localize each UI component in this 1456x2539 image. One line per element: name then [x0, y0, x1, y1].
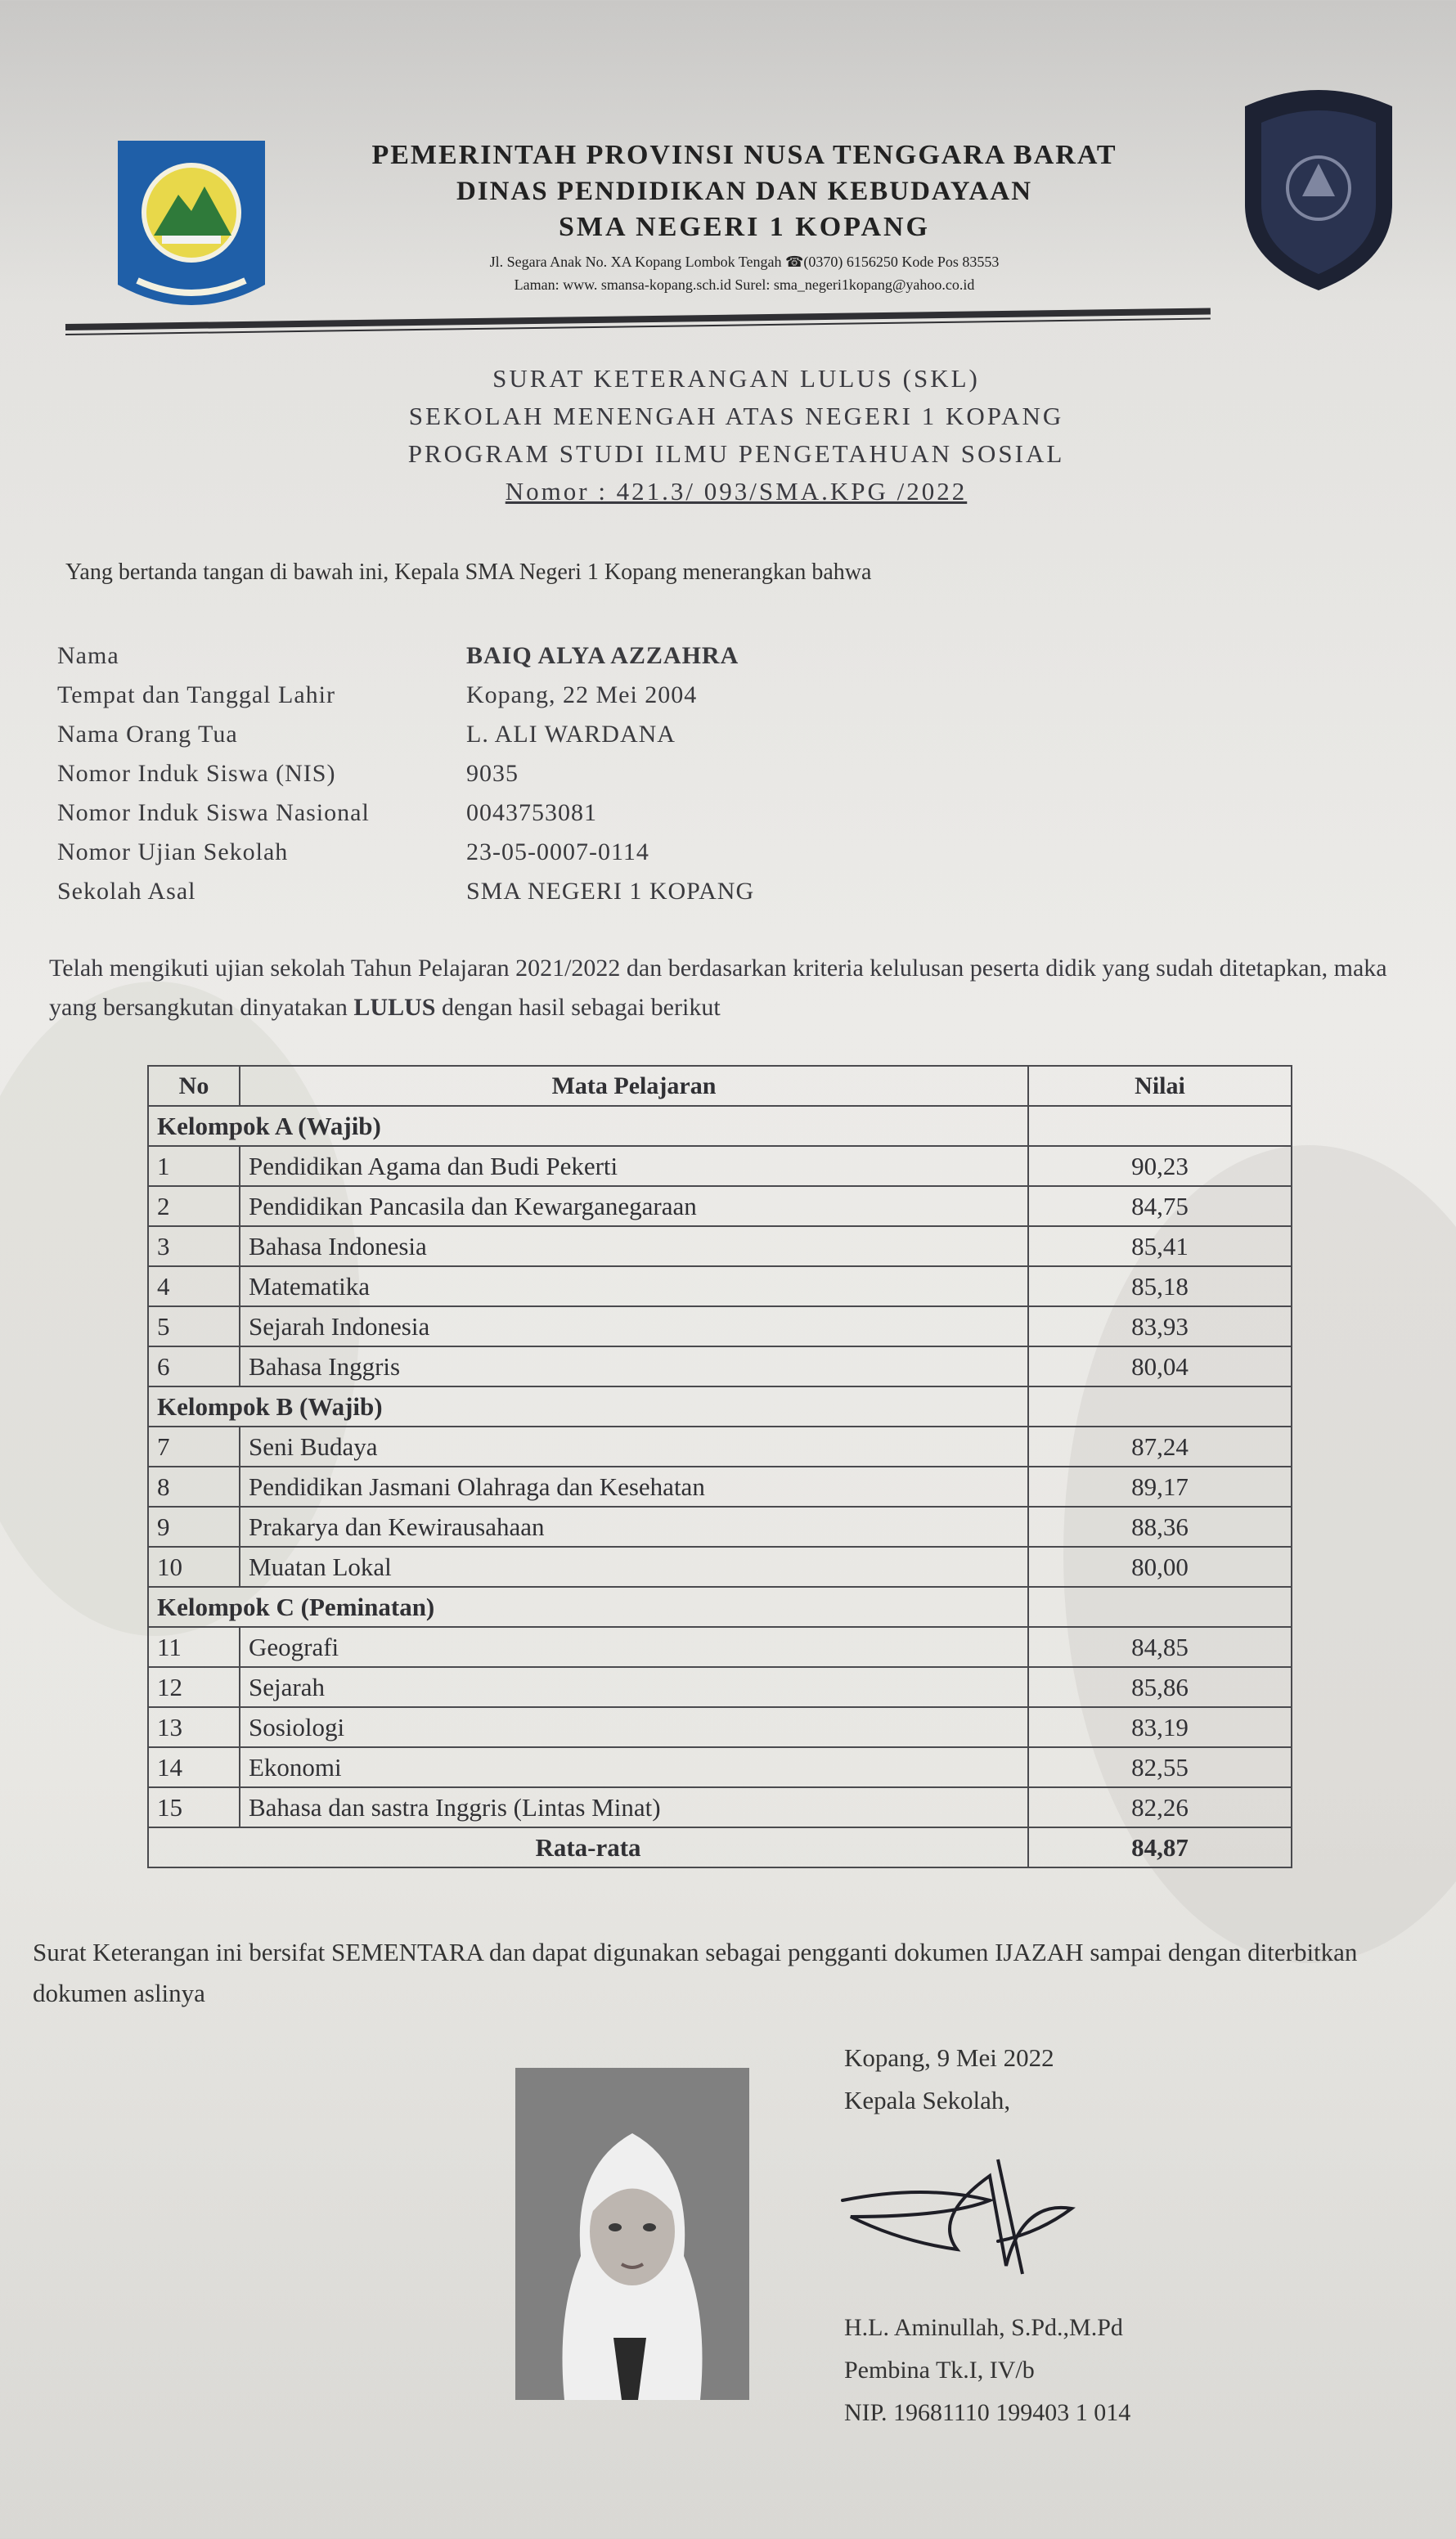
row-subject: Pendidikan Pancasila dan Kewarganegaraan [240, 1186, 1028, 1226]
row-no: 15 [148, 1787, 240, 1827]
letterhead [294, 137, 1194, 296]
row-no: 9 [148, 1507, 240, 1547]
empty-cell [1028, 1386, 1292, 1427]
table-row [148, 1667, 1292, 1707]
intro-text: Yang bertanda tangan di bawah ini, Kepala SMA Negeri 1 Kopang menerangkan bahwa [65, 559, 872, 585]
letterhead-school: SMA NEGERI 1 KOPANG [558, 212, 930, 242]
grades-table [147, 1065, 1292, 1868]
average-row [148, 1827, 1292, 1867]
table-row [148, 1547, 1292, 1587]
letterhead-address: Jl. Segara Anak No. XA Kopang Lombok Tengah ☎(0370) 6156250 Kode Pos 83553 [489, 254, 1000, 270]
table-row [148, 1306, 1292, 1346]
identity-block [57, 636, 1039, 911]
identity-label: Nomor Induk Siswa (NIS) [57, 760, 336, 787]
row-no: 5 [148, 1306, 240, 1346]
row-score: 85,18 [1028, 1266, 1292, 1306]
table-row [148, 1146, 1292, 1186]
table-header-row [148, 1066, 1292, 1106]
row-subject: Bahasa Indonesia [240, 1226, 1028, 1266]
row-score: 82,55 [1028, 1747, 1292, 1787]
signature-position: Kepala Sekolah, [844, 2086, 1011, 2114]
signature-place-date: Kopang, 9 Mei 2022 [844, 2043, 1054, 2072]
group-row-a [148, 1106, 1292, 1146]
group-label: Kelompok C (Peminatan) [148, 1587, 1028, 1627]
row-score: 90,23 [1028, 1146, 1292, 1186]
table-row [148, 1266, 1292, 1306]
official-nip: NIP. 19681110 199403 1 014 [844, 2399, 1131, 2426]
table-row [148, 1467, 1292, 1507]
identity-value: Kopang, 22 Mei 2004 [466, 681, 698, 708]
group-row-b [148, 1386, 1292, 1427]
table-row [148, 1707, 1292, 1747]
row-score: 82,26 [1028, 1787, 1292, 1827]
row-no: 7 [148, 1427, 240, 1467]
table-row [148, 1226, 1292, 1266]
group-label: Kelompok A (Wajib) [148, 1106, 1028, 1146]
row-subject: Matematika [240, 1266, 1028, 1306]
letterhead-web: Laman: www. smansa-kopang.sch.id Surel: sma_negeri1kopang@yahoo.co.id [514, 276, 975, 293]
table-row [148, 1627, 1292, 1667]
group-label: Kelompok B (Wajib) [148, 1386, 1028, 1427]
group-row-c [148, 1587, 1292, 1627]
header-subject: Mata Pelajaran [240, 1066, 1028, 1106]
empty-cell [1028, 1106, 1292, 1146]
identity-label: Tempat dan Tanggal Lahir [57, 681, 335, 708]
result-status: LULUS [353, 994, 436, 1021]
handwritten-signature [826, 2151, 1096, 2282]
identity-label: Nomor Induk Siswa Nasional [57, 799, 370, 826]
row-subject: Geografi [240, 1627, 1028, 1667]
result-paragraph-text: Telah mengikuti ujian sekolah Tahun Pelajaran 2021/2022 dan berdasarkan kriteria kelulusan peserta didik yang sudah ditetapkan, maka yang bersangkutan dinyatakan [49, 955, 1387, 1021]
row-no: 11 [148, 1627, 240, 1667]
row-score: 87,24 [1028, 1427, 1292, 1467]
row-score: 80,04 [1028, 1346, 1292, 1386]
row-score: 80,00 [1028, 1547, 1292, 1587]
row-subject: Pendidikan Agama dan Budi Pekerti [240, 1146, 1028, 1186]
identity-value: BAIQ ALYA AZZAHRA [466, 642, 739, 669]
row-subject: Ekonomi [240, 1747, 1028, 1787]
official-rank: Pembina Tk.I, IV/b [844, 2357, 1035, 2384]
identity-value: L. ALI WARDANA [466, 721, 676, 748]
table-row [148, 1787, 1292, 1827]
table-row [148, 1427, 1292, 1467]
title-line-2: SEKOLAH MENENGAH ATAS NEGERI 1 KOPANG [408, 402, 1064, 430]
table-row [148, 1186, 1292, 1226]
row-subject: Prakarya dan Kewirausahaan [240, 1507, 1028, 1547]
identity-value: 0043753081 [466, 799, 597, 826]
student-portrait-photo [515, 2068, 749, 2400]
row-score: 83,93 [1028, 1306, 1292, 1346]
identity-value: 9035 [466, 760, 519, 787]
row-no: 2 [148, 1186, 240, 1226]
row-score: 89,17 [1028, 1467, 1292, 1507]
title-line-1: SURAT KETERANGAN LULUS (SKL) [492, 364, 980, 393]
title-line-3: PROGRAM STUDI ILMU PENGETAHUAN SOSIAL [407, 439, 1065, 468]
row-no: 1 [148, 1146, 240, 1186]
header-score: Nilai [1028, 1066, 1292, 1106]
average-label: Rata-rata [148, 1827, 1028, 1867]
row-no: 12 [148, 1667, 240, 1707]
identity-row [57, 676, 1039, 715]
header-no: No [148, 1066, 240, 1106]
row-subject: Seni Budaya [240, 1427, 1028, 1467]
row-subject: Muatan Lokal [240, 1547, 1028, 1587]
row-subject: Bahasa dan sastra Inggris (Lintas Minat) [240, 1787, 1028, 1827]
average-score: 84,87 [1028, 1827, 1292, 1867]
identity-label: Nomor Ujian Sekolah [57, 838, 289, 865]
result-paragraph [49, 949, 1440, 1027]
row-score: 85,86 [1028, 1667, 1292, 1707]
row-score: 85,41 [1028, 1226, 1292, 1266]
row-no: 4 [148, 1266, 240, 1306]
temporary-note: Surat Keterangan ini bersifat SEMENTARA dan dapat digunakan sebagai pengganti dokumen IJAZAH sampai dengan diterbitkan dokumen aslinya [33, 1938, 1358, 2007]
identity-row [57, 754, 1039, 793]
table-row [148, 1747, 1292, 1787]
row-score: 84,85 [1028, 1627, 1292, 1667]
row-subject: Sosiologi [240, 1707, 1028, 1747]
identity-row [57, 872, 1039, 911]
identity-row [57, 833, 1039, 872]
identity-label: Nama Orang Tua [57, 721, 238, 748]
row-no: 6 [148, 1346, 240, 1386]
row-score: 88,36 [1028, 1507, 1292, 1547]
identity-label: Nama [57, 642, 119, 669]
result-paragraph-tail: dengan hasil sebagai berikut [435, 994, 721, 1021]
row-no: 13 [148, 1707, 240, 1747]
row-no: 10 [148, 1547, 240, 1587]
row-subject: Bahasa Inggris [240, 1346, 1028, 1386]
letterhead-department: DINAS PENDIDIKAN DAN KEBUDAYAAN [456, 177, 1033, 206]
identity-label: Sekolah Asal [57, 878, 196, 905]
row-score: 84,75 [1028, 1186, 1292, 1226]
identity-row [57, 636, 1039, 676]
document-title [270, 360, 1202, 510]
school-emblem-icon [1229, 82, 1409, 294]
table-row [148, 1507, 1292, 1547]
row-subject: Sejarah [240, 1667, 1028, 1707]
official-info [844, 2307, 1130, 2434]
row-subject: Pendidikan Jasmani Olahraga dan Kesehatan [240, 1467, 1028, 1507]
provincial-crest-icon [113, 137, 270, 319]
row-no: 8 [148, 1467, 240, 1507]
official-name: H.L. Aminullah, S.Pd.,M.Pd [844, 2314, 1123, 2341]
row-score: 83,19 [1028, 1707, 1292, 1747]
signature-heading [844, 2037, 1054, 2122]
row-no: 3 [148, 1226, 240, 1266]
table-row [148, 1346, 1292, 1386]
identity-row [57, 715, 1039, 754]
identity-value: SMA NEGERI 1 KOPANG [466, 878, 755, 905]
row-subject: Sejarah Indonesia [240, 1306, 1028, 1346]
empty-cell [1028, 1587, 1292, 1627]
identity-value: 23-05-0007-0114 [466, 838, 649, 865]
letterhead-province: PEMERINTAH PROVINSI NUSA TENGGARA BARAT [371, 140, 1117, 170]
document-number: Nomor : 421.3/ 093/SMA.KPG /2022 [505, 477, 968, 506]
row-no: 14 [148, 1747, 240, 1787]
identity-row [57, 793, 1039, 833]
